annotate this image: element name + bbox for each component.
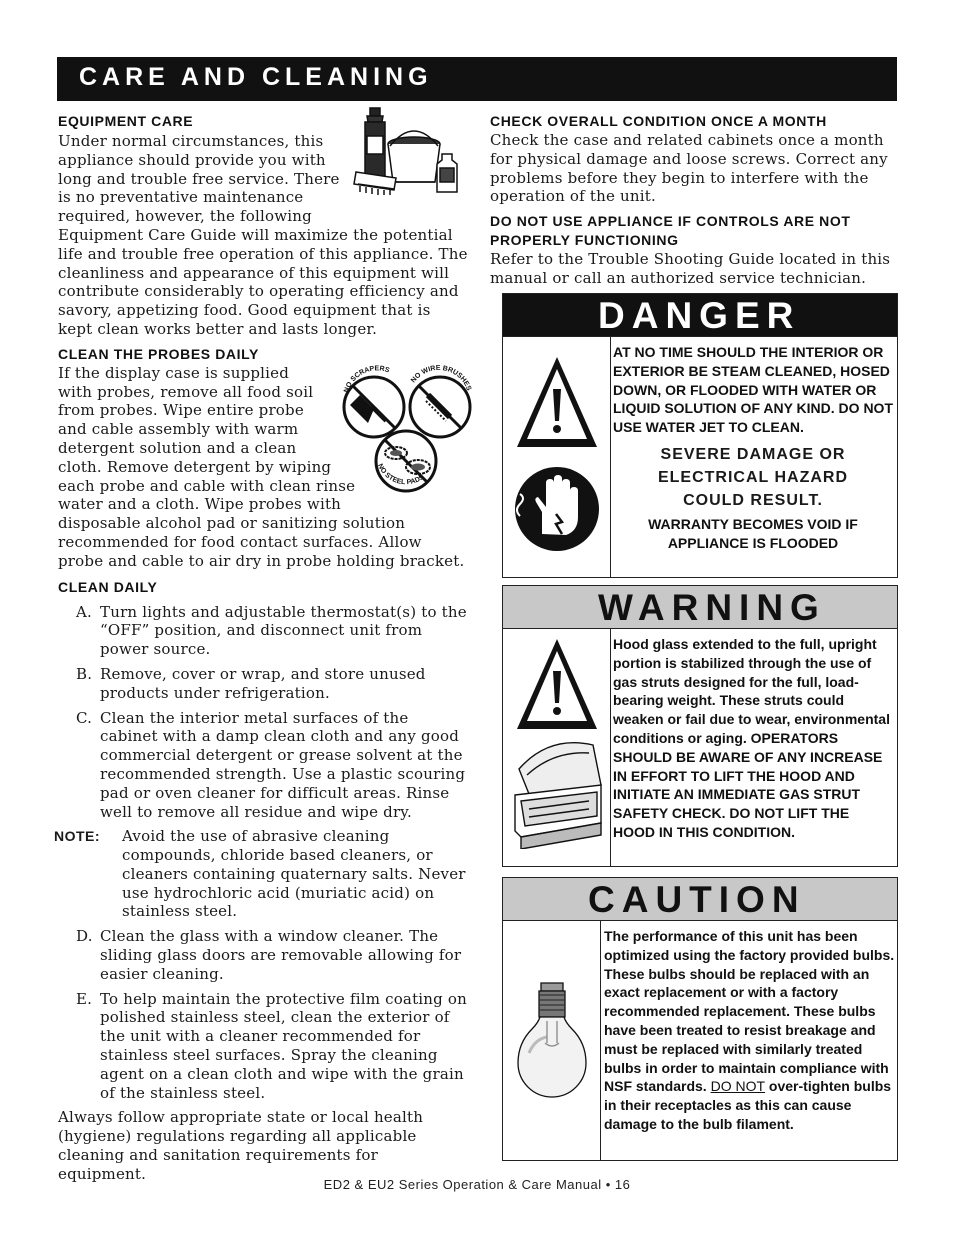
text-line: required, however, the following — [58, 207, 312, 226]
section-header-bar — [57, 57, 897, 101]
probes-paragraph: disposable alcohol pad or sanitizing solution recommended for food contact surfaces. Allow probe and cable to air dry in probe holding bracket. — [58, 514, 465, 570]
text-line: each probe and cable with clean rinse — [58, 476, 356, 495]
probes-section — [58, 345, 473, 571]
list-text: Remove, cover or wrap, and store unused products under refrigeration. — [100, 664, 426, 702]
caution-icon-cell — [503, 920, 601, 1160]
list-item — [58, 927, 468, 983]
warning-box — [502, 585, 898, 867]
prohibited-tools-illustration — [334, 357, 474, 495]
closing-paragraph: Always follow appropriate state or local health (hygiene) regulations regarding all applicable cleaning and sanitation requirements for equipment. — [58, 1108, 424, 1183]
danger-header — [503, 294, 897, 336]
text-line: If the display case is supplied — [58, 363, 290, 382]
danger-message: AT NO TIME SHOULD THE INTERIOR OR EXTERIOR BE STEAM CLEANED, HOSED DOWN, OR FLOODED WITH WATER OR LIQUID SOLUTION OF ANY KIND. DO NOT USE WATER JET TO CLEAN. — [613, 344, 893, 436]
list-text: Turn lights and adjustable thermostat(s) to the “OFF” position, and disconnect unit from power source. — [100, 602, 467, 659]
note-block — [54, 827, 468, 921]
text-line: appliance should provide you with — [58, 150, 326, 169]
light-bulb-icon — [515, 979, 589, 1109]
list-letter: B. — [76, 664, 93, 683]
list-text: To help maintain the protective film coating on polished stainless steel, clean the exterior of the unit with a cleaner recommended for stainless steel surfaces. Spray the cleaning agent on a clean cloth and wipe with the grain of the stainless steel. — [100, 989, 468, 1102]
monthly-check-heading: CHECK OVERALL CONDITION ONCE A MONTH — [490, 113, 827, 129]
exclamation-triangle-icon — [513, 635, 601, 733]
note-text: Avoid the use of abrasive cleaning compounds, chloride based cleaners, or cleaners containing quaternary salts. Never use hydrochloric acid (muriatic acid) on stainless steel. — [122, 827, 466, 921]
text-line: is no preventative maintenance — [58, 188, 304, 207]
list-text: Clean the glass with a window cleaner. The sliding glass doors are removable allowing for easier cleaning. — [100, 927, 462, 983]
exclamation-triangle-icon — [513, 353, 601, 451]
list-letter: D. — [76, 927, 93, 946]
caution-text-part: The performance of this unit has been optimized using the factory provided bulbs. These bulbs should be replaced with an exact replacement or with a factory recommended replacement. These bulbs have been treated to resist breakage and must be replaced with similarly treated bulbs in order to maintain compliance with NSF standards. — [604, 928, 895, 1095]
no-scrapers-label: NO SCRAPERS — [343, 365, 391, 394]
list-item — [58, 603, 468, 659]
no-steel-pads-label: NO STEEL PADS — [376, 462, 426, 487]
danger-text-cell — [610, 336, 897, 577]
left-column — [54, 112, 473, 1184]
note-label: NOTE: — [54, 828, 101, 845]
list-item — [58, 990, 468, 1103]
clean-daily-heading: CLEAN DAILY — [58, 578, 158, 595]
text-line: Under normal circumstances, this — [58, 132, 324, 150]
list-text: Clean the interior metal surfaces of the cabinet with a damp clean cloth and any good commercial detergent or grease solvent at the recommended strength. Use a plastic scouring pad or oven cleaner for difficult areas. Rinse well to remove all residue and wipe dry. — [100, 708, 466, 821]
caution-message — [604, 927, 895, 1134]
caution-box — [502, 877, 898, 1161]
controls-heading: DO NOT USE APPLIANCE IF CONTROLS ARE NOT PROPERLY FUNCTIONING — [490, 213, 851, 249]
page-footer: ED2 & EU2 Series Operation & Care Manual • 16 — [323, 1177, 631, 1192]
equipment-care-heading: EQUIPMENT CARE — [58, 113, 194, 129]
caution-header — [503, 878, 897, 920]
caution-text-part: over-tighten bulbs in their receptacles as this can cause damage to the bulb filament. — [604, 1078, 892, 1132]
text-line: long and trouble free service. There — [58, 169, 340, 188]
warning-message: Hood glass extended to the full, upright portion is stabilized through the use of gas struts designed for the full, load-bearing weight. These struts could weaken or fail due to wear, environmental conditions or aging. OPERATORS SHOULD BE AWARE OF ANY INCREASE IN EFFORT TO LIFT THE HOOD AND INITIATE AN IMMEDIATE GAS STRUT SAFETY CHECK. DO NOT LIFT THE HOOD IN THIS CONDITION. — [613, 636, 890, 840]
warning-icon-cell — [503, 628, 611, 866]
text-line: cloth. Remove detergent by wiping — [58, 457, 332, 476]
list-letter: C. — [76, 708, 93, 727]
equipment-care-paragraph: Equipment Care Guide will maximize the potential life and trouble free operation of this appliance. The cleanliness and appearance of this equipment will contribute considerably to operating efficiency and savory, appetizing food. Good equipment that is kept clean works better and lasts longer. — [58, 225, 468, 338]
text-line: detergent solution and a clean — [58, 438, 297, 457]
section-title: CARE AND CLEANING — [79, 63, 433, 91]
list-item — [58, 665, 468, 703]
text-line: water and a cloth. Wipe probes with — [58, 495, 342, 514]
danger-box — [502, 293, 898, 578]
warning-header — [503, 586, 897, 628]
danger-icon-cell — [503, 336, 611, 577]
no-wire-brushes-label: NO WIRE BRUSHES — [410, 364, 473, 392]
warning-title: WARNING — [598, 587, 826, 628]
caution-title: CAUTION — [588, 879, 806, 920]
text-line: with probes, remove all food soil — [58, 382, 314, 401]
right-column — [490, 112, 900, 288]
display-case-illustration — [509, 739, 605, 849]
text-line: and cable assembly with warm — [58, 420, 299, 439]
text-line: from probes. Wipe entire probe — [58, 401, 304, 420]
electric-hand-icon — [512, 464, 602, 554]
clean-daily-section — [54, 578, 468, 1184]
monthly-check-text: Check the case and related cabinets once a month for physical damage and loose screws. Correct any problems before they begin to interfere with the operation of the unit. — [490, 131, 888, 206]
caution-text-cell — [600, 920, 897, 1160]
warning-text-cell — [610, 628, 897, 866]
warranty-void-text: WARRANTY BECOMES VOID IF APPLIANCE IS FLOODED — [648, 515, 858, 551]
equipment-care-section — [58, 112, 468, 339]
controls-text: Refer to the Trouble Shooting Guide located in this manual or call an authorized service technician. — [490, 250, 891, 287]
cleaning-supplies-illustration — [346, 106, 464, 196]
danger-title: DANGER — [598, 295, 801, 336]
list-letter: E. — [76, 989, 93, 1008]
list-letter: A. — [76, 602, 93, 621]
list-item — [58, 709, 468, 822]
probes-heading: CLEAN THE PROBES DAILY — [58, 345, 259, 362]
severe-damage-text: SEVERE DAMAGE OR ELECTRICAL HAZARD COULD RESULT. — [657, 445, 849, 509]
do-not-emphasis: DO NOT — [710, 1078, 766, 1095]
